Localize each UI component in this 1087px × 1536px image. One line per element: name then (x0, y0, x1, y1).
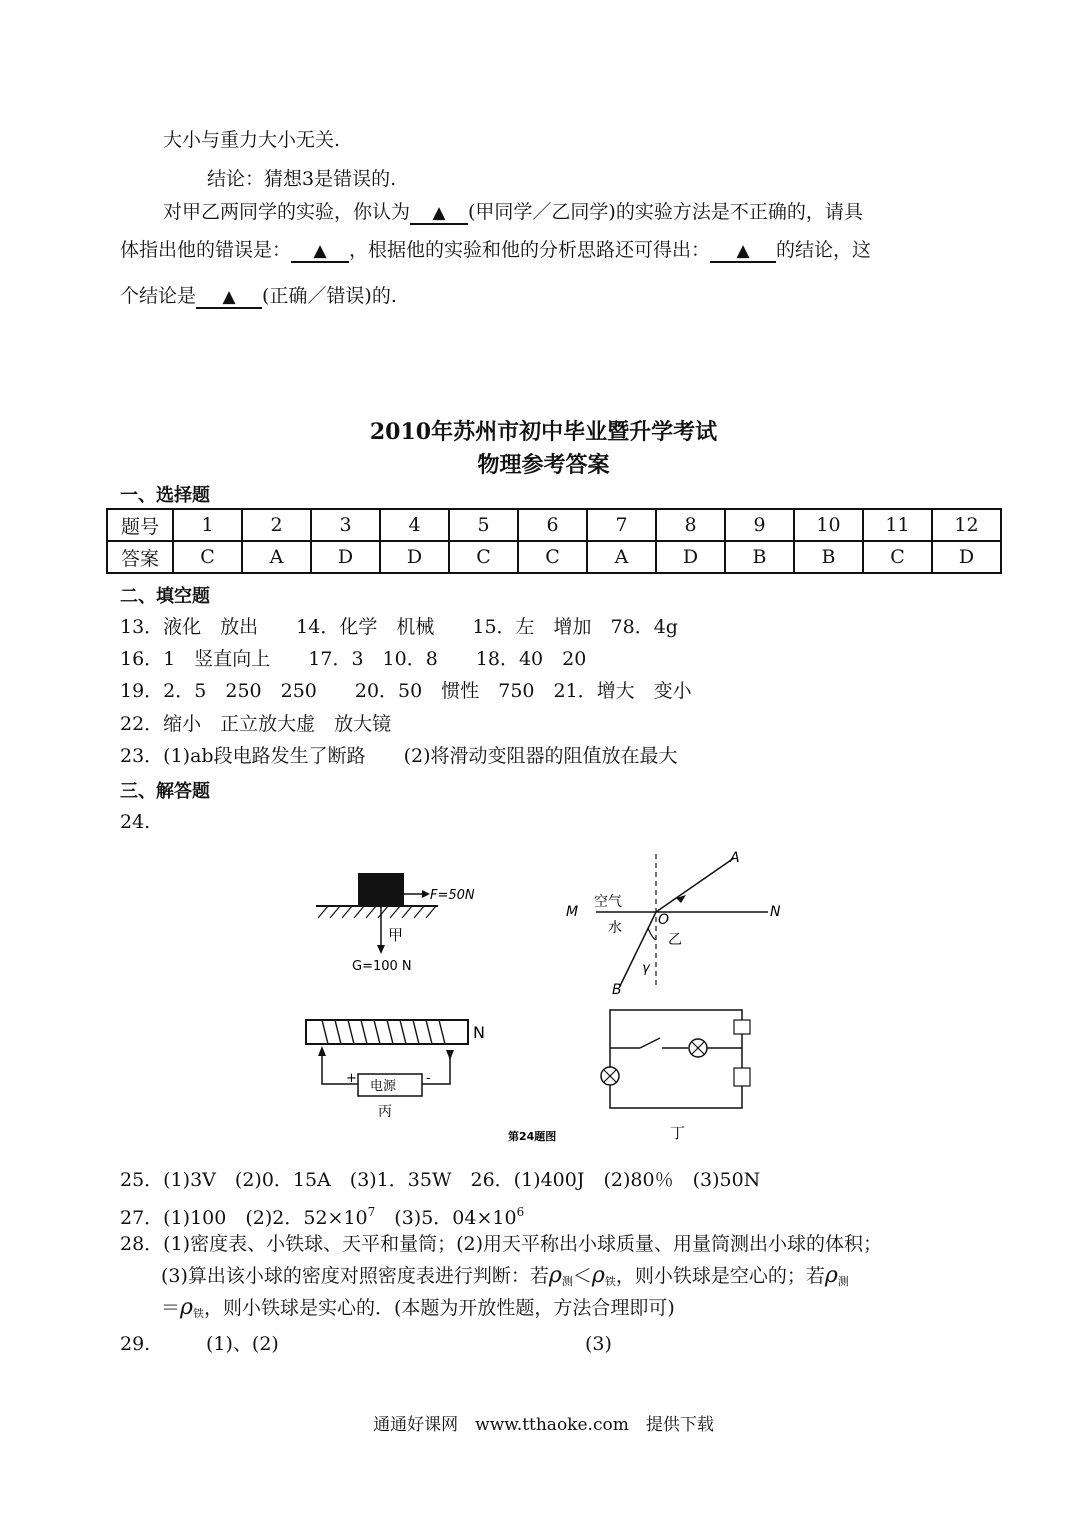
arrowhead (422, 890, 430, 898)
question-number-cell: 8 (656, 509, 725, 541)
arrowhead (318, 1046, 326, 1056)
intro-text: (正确／错误)的. (262, 285, 397, 307)
switch (640, 1038, 660, 1048)
question-number-cell: 1 (173, 509, 242, 541)
intro-text: 体指出他的错误是： (120, 239, 292, 261)
circuit-frame (610, 1010, 742, 1108)
question-number-cell: 9 (725, 509, 794, 541)
answer-cell: C (863, 541, 932, 573)
force-diagram-jia (316, 873, 475, 974)
figure-caption: 第24题图 (508, 1130, 557, 1143)
coil-windings (322, 1020, 445, 1044)
fill-line-19: 19．2．5 250 250 20．50 惯性 750 21．增大 变小 (120, 680, 692, 702)
question-number-cell: 7 (587, 509, 656, 541)
ground-hatch (318, 906, 436, 918)
label-B: B (612, 982, 622, 998)
arrowhead (377, 945, 385, 954)
answer-blank: ▲ (291, 241, 349, 263)
answer-table (106, 508, 1002, 574)
label-gamma: γ (642, 961, 650, 976)
solve-line-25: 25．(1)3V (2)0．15A (3)1．35W 26．(1)400J (2)80％ (3)50N (120, 1169, 761, 1191)
label-minus: - (426, 1071, 431, 1086)
solve-line-29-part3: (3) (585, 1333, 612, 1355)
refraction-diagram-yi (566, 850, 781, 998)
answer-cell: D (311, 541, 380, 573)
label-air: 空气 (594, 894, 622, 910)
label-ding: 丁 (670, 1124, 686, 1142)
page-title: 2010年苏州市初中毕业暨升学考试 (369, 419, 718, 445)
label-bing: 丙 (378, 1104, 392, 1120)
label-O: O (658, 912, 670, 928)
subscript: 铁 (192, 1307, 204, 1320)
answer-cell: B (794, 541, 863, 573)
answer-cell: B (725, 541, 794, 573)
solve-line-28c (161, 1296, 675, 1326)
question-number-cell: 11 (863, 509, 932, 541)
fill-line-23: 23．(1)ab段电路发生了断路 (2)将滑动变阻器的阻值放在最大 (120, 745, 678, 767)
answer-cell: D (380, 541, 449, 573)
answer-cell: D (932, 541, 1001, 573)
subscript: 铁 (604, 1275, 616, 1288)
intro-text: (甲同学／乙同学)的实验方法是不正确的，请具 (468, 201, 863, 223)
solve-line-27 (120, 1200, 524, 1230)
answer-blank: ▲ (710, 241, 776, 263)
intro-line-3 (163, 200, 863, 225)
arrowhead (676, 895, 686, 903)
arrowhead (446, 1050, 454, 1060)
subscript: 测 (561, 1275, 573, 1288)
circuit-diagram-ding (601, 1010, 750, 1142)
solve-line-24: 24. (120, 811, 151, 833)
fill-line-22: 22．缩小 正立放大虚 放大镜 (120, 713, 392, 735)
gravity-label: G=100 N (352, 959, 412, 974)
intro-line-2: 结论：猜想3是错误的. (207, 168, 397, 190)
solve-line-29-part1: (1)、(2) (206, 1333, 279, 1355)
question-number-cell: 12 (932, 509, 1001, 541)
solenoid-diagram-bing (306, 1020, 485, 1120)
intro-text: 的结论，这 (776, 239, 872, 261)
solve-line-29: 29. (120, 1333, 151, 1355)
table-row (107, 541, 1001, 573)
rho-symbol: ρ (824, 1263, 838, 1288)
label-yi: 乙 (668, 932, 682, 948)
answer-blank: ▲ (196, 287, 262, 309)
fill-line-13: 13．液化 放出 14．化学 机械 15．左 增加 78．4g (120, 616, 678, 638)
rho-symbol: ρ (180, 1295, 193, 1320)
angle-arc (648, 928, 656, 940)
answer-text: ，则小铁球是空心的；若 (615, 1265, 825, 1287)
answer-cell: C (518, 541, 587, 573)
label-coil-N: N (473, 1023, 485, 1042)
answer-text: (3)算出该小球的密度对照密度表进行判断：若 (161, 1265, 549, 1287)
question-number-cell: 6 (518, 509, 587, 541)
answer-cell: D (656, 541, 725, 573)
section-heading-fill: 二、填空题 (120, 586, 210, 607)
section-heading-solve: 三、解答题 (120, 781, 210, 802)
question-number-cell: 10 (794, 509, 863, 541)
label-M: M (566, 904, 579, 920)
force-label: F=50N (430, 888, 475, 903)
socket (734, 1068, 750, 1086)
rho-symbol: ρ (591, 1263, 605, 1288)
question-number-cell: 3 (311, 509, 380, 541)
table-row (107, 509, 1001, 541)
answer-cell: C (449, 541, 518, 573)
answer-text: ＝ (161, 1297, 181, 1319)
page-subtitle: 物理参考答案 (477, 452, 610, 478)
figure-24 (290, 848, 810, 1148)
question-number-cell: 4 (380, 509, 449, 541)
answer-blank: ▲ (410, 203, 468, 225)
label-A: A (730, 850, 740, 866)
label-water: 水 (608, 920, 622, 936)
label-plus: + (346, 1071, 357, 1086)
refracted-ray (620, 912, 656, 986)
exponent: 7 (367, 1205, 376, 1219)
intro-text: 个结论是 (120, 285, 197, 307)
fill-line-16: 16．1 竖直向上 17．3 10．8 18．40 20 (120, 648, 587, 670)
intro-text: ，根据他的实验和他的分析思路还可得出： (349, 239, 711, 261)
incident-ray (656, 858, 734, 912)
answer-cell: A (242, 541, 311, 573)
less-than: ＜ (572, 1265, 592, 1287)
question-number-cell: 5 (449, 509, 518, 541)
question-number-cell: 2 (242, 509, 311, 541)
footer-credit: 通通好课网 www.tthaoke.com 提供下载 (373, 1415, 714, 1435)
answer-text: ，则小铁球是实心的．(本题为开放性题，方法合理即可) (203, 1297, 675, 1319)
label-N: N (770, 904, 781, 920)
fuse (734, 1020, 750, 1034)
answer-text: 27．(1)100 (2)2．52×10 (120, 1207, 368, 1229)
solve-line-28a: 28．(1)密度表、小铁球、天平和量筒；(2)用天平称出小球质量、用量筒测出小球的体积； (120, 1233, 883, 1255)
answer-cell: A (587, 541, 656, 573)
block (358, 873, 404, 905)
label-jia: 甲 (388, 926, 404, 944)
label-power: 电源 (370, 1079, 397, 1094)
intro-line-1: 大小与重力大小无关. (163, 129, 341, 151)
intro-line-5 (120, 284, 397, 309)
subscript: 测 (837, 1275, 849, 1288)
solve-line-28b (161, 1264, 849, 1294)
rho-symbol: ρ (548, 1263, 562, 1288)
exponent: 6 (516, 1205, 525, 1219)
answer-text: (3)5．04×10 (375, 1207, 517, 1229)
intro-text: 对甲乙两同学的实验，你认为 (163, 201, 411, 223)
answer-cell: C (173, 541, 242, 573)
intro-line-4 (120, 238, 871, 263)
section-heading-choice: 一、选择题 (120, 485, 210, 506)
table-header-cell: 题号 (107, 509, 173, 541)
table-header-cell: 答案 (107, 541, 173, 573)
